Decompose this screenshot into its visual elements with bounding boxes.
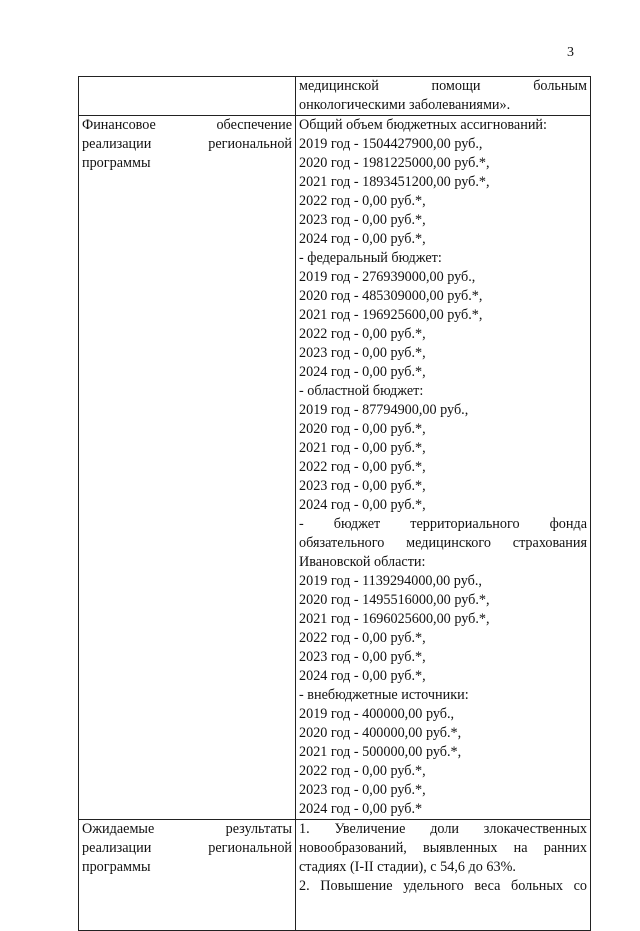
label-line: реализации региональной [82, 840, 292, 856]
content-line: 2020 год - 0,00 руб.*, [299, 421, 426, 437]
content-line: 2024 год - 0,00 руб.*, [299, 497, 426, 513]
content-line: 2021 год - 0,00 руб.*, [299, 440, 426, 456]
label-line: программы [82, 859, 151, 875]
content-line: 2021 год - 1893451200,00 руб.*, [299, 174, 490, 190]
table-row [79, 116, 591, 820]
content-line: 2022 год - 0,00 руб.*, [299, 459, 426, 475]
label-cell [79, 77, 296, 116]
label-line: реализации региональной [82, 136, 292, 152]
content-line: 2021 год - 500000,00 руб.*, [299, 744, 462, 760]
table-row [79, 820, 591, 931]
label-line: Финансовое обеспечение [82, 117, 292, 133]
content-line: Общий объем бюджетных ассигнований: [299, 117, 547, 133]
content-line: новообразований, выявленных на ранних [299, 840, 587, 856]
label-line: Ожидаемые результаты [82, 821, 292, 837]
content-line: Ивановской области: [299, 554, 426, 570]
content-line: 2023 год - 0,00 руб.*, [299, 212, 426, 228]
content-line: 2023 год - 0,00 руб.*, [299, 345, 426, 361]
content-line: медицинской помощи больным [299, 78, 587, 94]
content-line: 2019 год - 87794900,00 руб., [299, 402, 469, 418]
content-cell [296, 820, 591, 931]
content-line: - внебюджетные источники: [299, 687, 469, 703]
label-line: программы [82, 155, 151, 171]
content-line: 2022 год - 0,00 руб.*, [299, 630, 426, 646]
content-cell [296, 116, 591, 820]
content-cell [296, 77, 591, 116]
table-body [79, 77, 591, 931]
content-line: - бюджет территориального фонда [299, 516, 587, 532]
content-line: 2022 год - 0,00 руб.*, [299, 193, 426, 209]
content-line: 2021 год - 1696025600,00 руб.*, [299, 611, 490, 627]
content-line: стадиях (I-II стадии), с 54,6 до 63%. [299, 859, 516, 875]
program-passport-table [78, 76, 591, 931]
content-line: 2019 год - 1504427900,00 руб., [299, 136, 483, 152]
content-line: 2022 год - 0,00 руб.*, [299, 763, 426, 779]
content-line: 2021 год - 196925600,00 руб.*, [299, 307, 483, 323]
content-line: 2023 год - 0,00 руб.*, [299, 478, 426, 494]
content-line: 2020 год - 1981225000,00 руб.*, [299, 155, 490, 171]
content-line: 2022 год - 0,00 руб.*, [299, 326, 426, 342]
content-line: 2023 год - 0,00 руб.*, [299, 649, 426, 665]
content-line: 2024 год - 0,00 руб.*, [299, 231, 426, 247]
table-row [79, 77, 591, 116]
page-number: 3 [567, 45, 574, 60]
content-line: 2. Повышение удельного веса больных со [299, 878, 587, 894]
content-line: 2024 год - 0,00 руб.*, [299, 364, 426, 380]
content-line: - федеральный бюджет: [299, 250, 442, 266]
content-line: - областной бюджет: [299, 383, 424, 399]
content-line: 2024 год - 0,00 руб.*, [299, 668, 426, 684]
content-line: 2020 год - 1495516000,00 руб.*, [299, 592, 490, 608]
content-line: 1. Увеличение доли злокачественных [299, 821, 587, 837]
content-line: 2019 год - 1139294000,00 руб., [299, 573, 482, 589]
content-line: 2023 год - 0,00 руб.*, [299, 782, 426, 798]
content-line: 2019 год - 276939000,00 руб., [299, 269, 476, 285]
label-cell [79, 820, 296, 931]
content-line: 2020 год - 485309000,00 руб.*, [299, 288, 483, 304]
content-line: 2019 год - 400000,00 руб., [299, 706, 455, 722]
label-cell [79, 116, 296, 820]
content-line: 2020 год - 400000,00 руб.*, [299, 725, 462, 741]
content-line: онкологическими заболеваниями». [299, 97, 511, 113]
content-line: обязательного медицинского страхования [299, 535, 587, 551]
content-line: 2024 год - 0,00 руб.* [299, 801, 423, 817]
